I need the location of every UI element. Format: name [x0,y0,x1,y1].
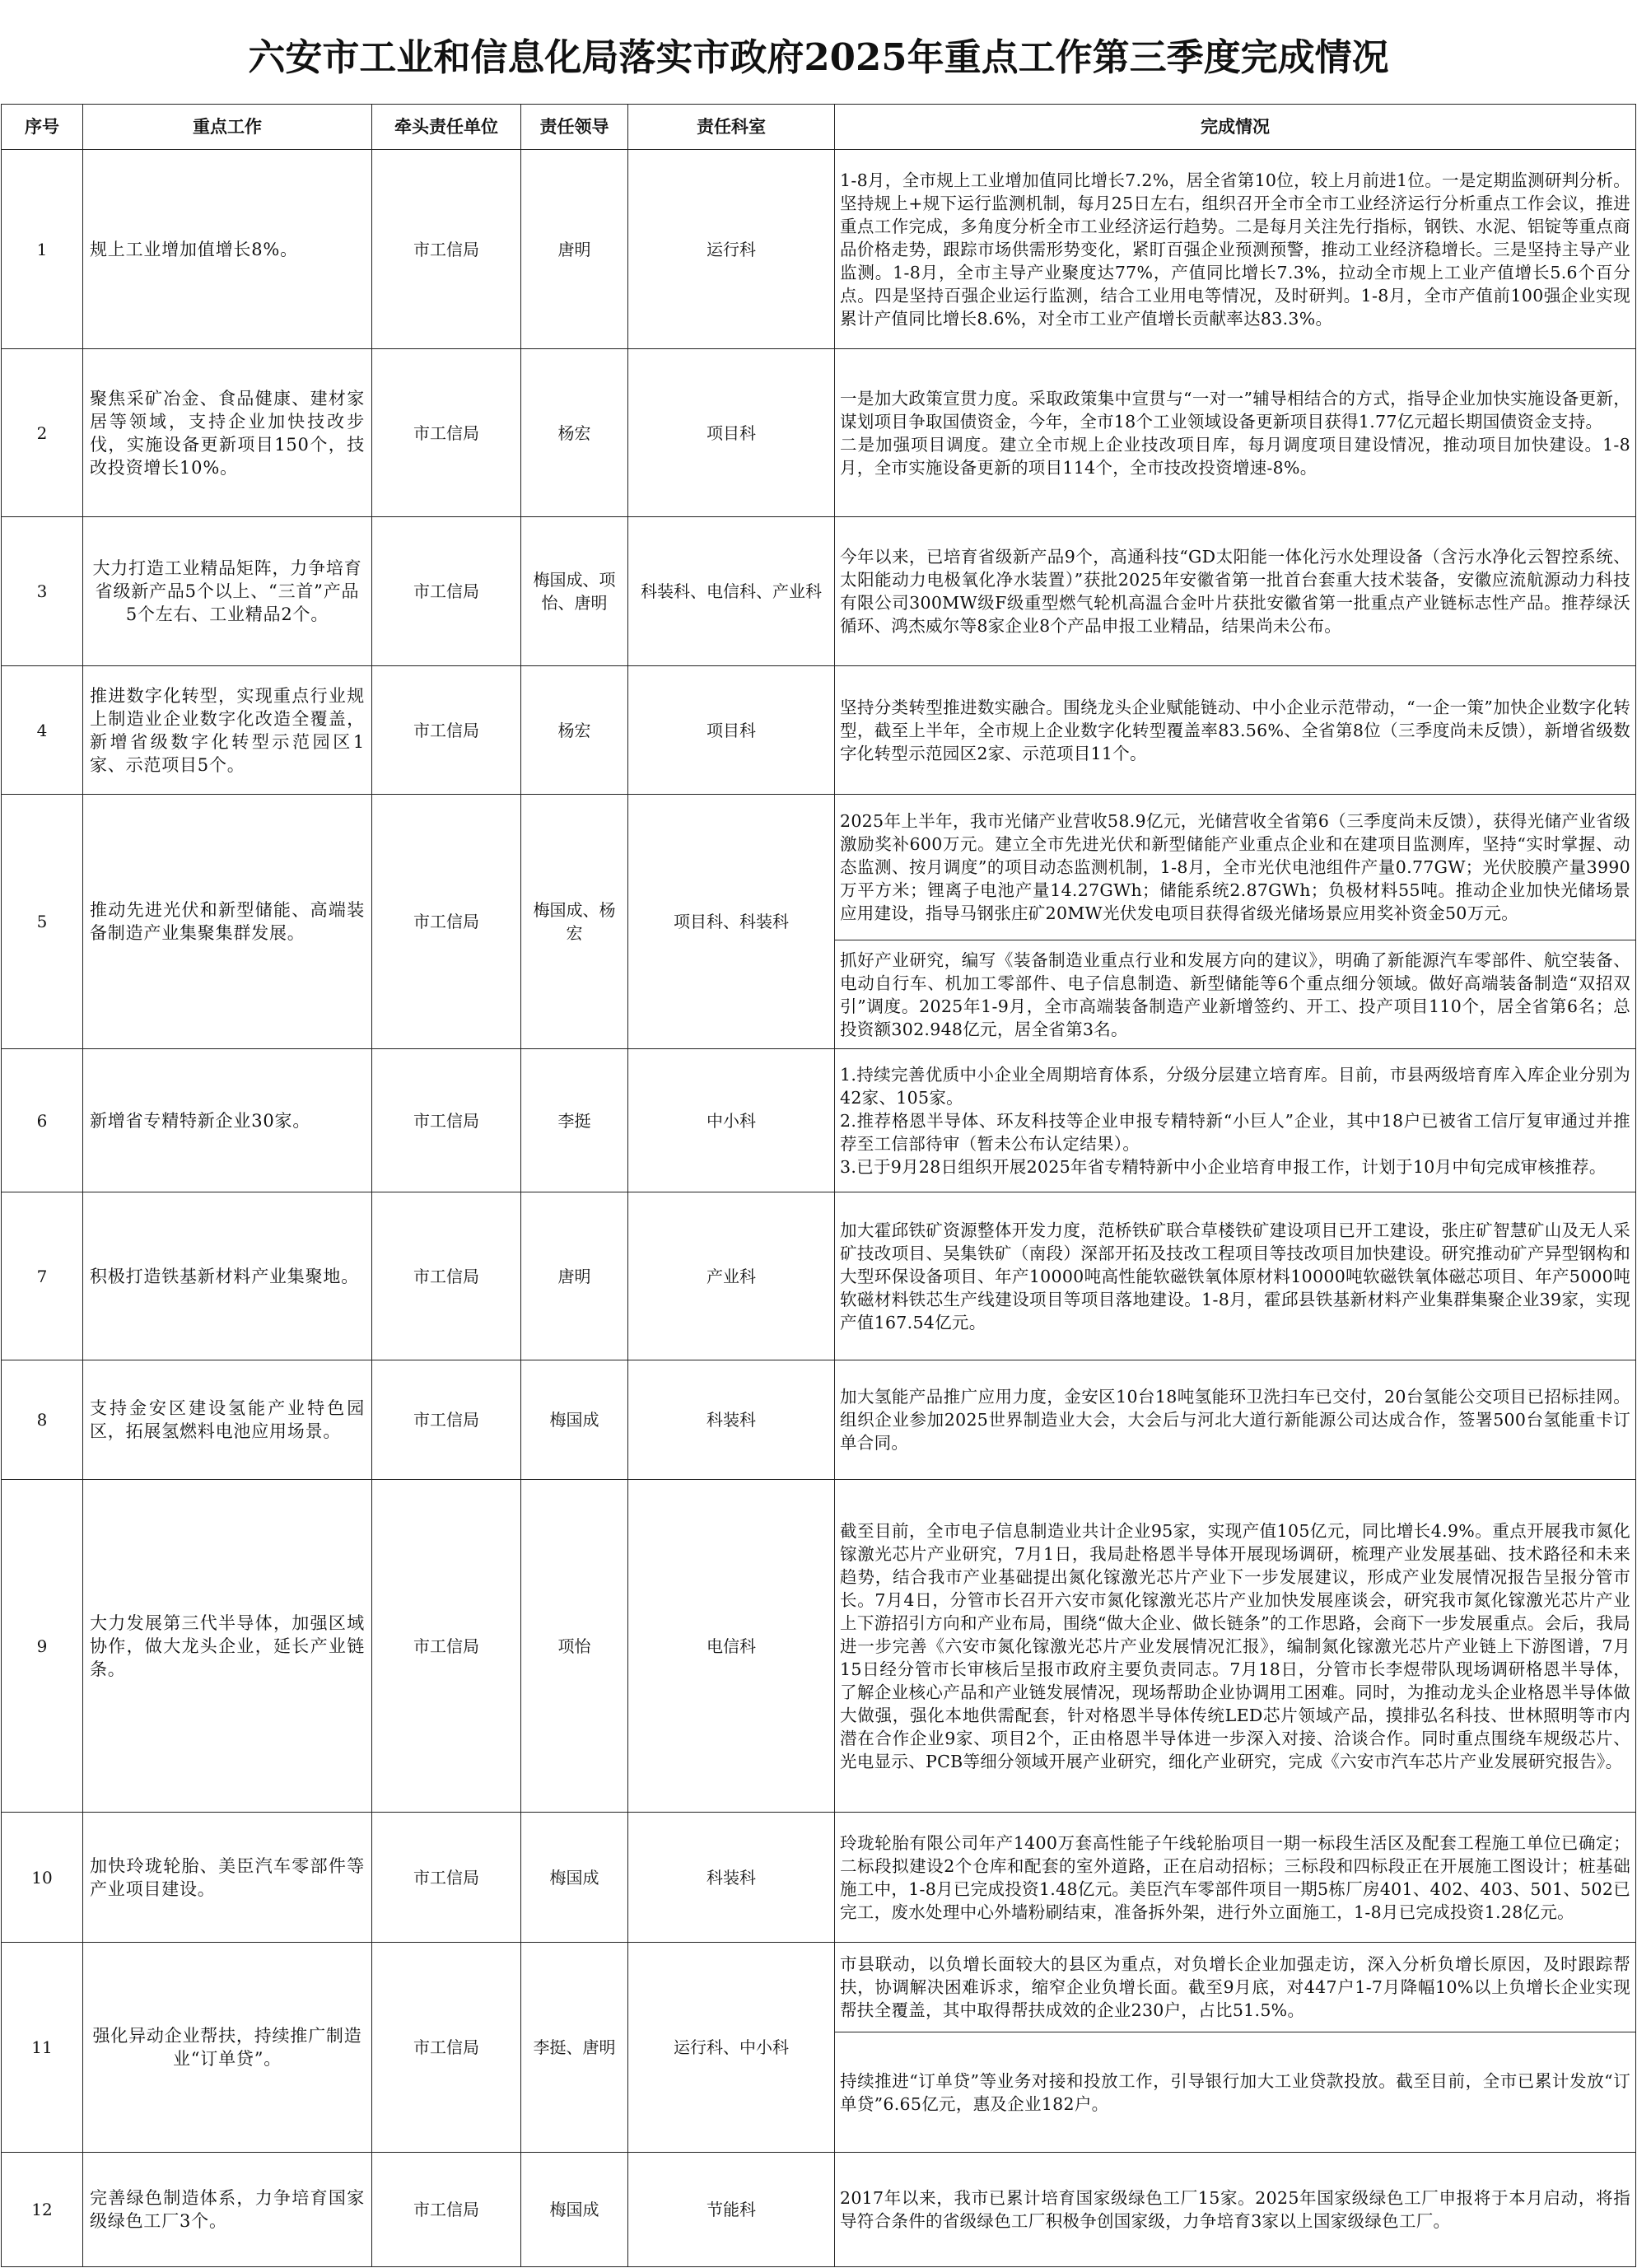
row-5-leader-cell [521,795,628,1049]
row-8-department: 科装科 [707,1410,756,1430]
row-8-status: 加大氢能产品推广应用力度，金安区10台18吨氢能环卫洗扫车已交付，20台氢能公交项目已招标挂网。组织企业参加2025世界制造业大会，大会后与河北大道行新能源公司达成合作，签署500台氢能重卡订单合同。 [840,1387,1630,1453]
row-3-status: 今年以来，已培育省级新产品9个，高通科技“GD太阳能一体化污水处理设备（含污水净化云智控系统、太阳能动力电极氧化净水装置）”获批2025年安徽省第一批首台套重大技术装备，安徽应流航源动力科技有限公司300MW级F级重型燃气轮机高温合金叶片获批安徽省第一批重点产业链标志性产品。推荐绿沃循环、鸿杰威尔等8家企业8个产品申报工业精品，结果尚未公布。 [840,547,1630,636]
row-12-leader-cell [521,2153,628,2267]
row-5-status-a: 2025年上半年，我市光储产业营收58.9亿元，光储营收全省第6（三季度尚未反馈），获得光储产业省级激励奖补600万元。建立全市先进光伏和新型储能产业重点企业和在建项目监测库，坚持“实时掌握、动态监测、按月调度”的项目动态监测机制，1-8月，全市光伏电池组件产量0.77GW；光伏胶膜产量3990万平方米；锂离子电池产量14.27GWh；储能系统2.87GWh；负极材料55吨。推动企业加快光储场景应用建设，指导马钢张庄矿20MW光伏发电项目获得省级光储场景应用奖补资金50万元。 [840,811,1630,923]
row-9-lead-unit-cell [372,1480,521,1813]
row-7-seq: 7 [36,1266,48,1286]
row-4-seq-cell [2,666,83,795]
row-1-status: 1-8月，全市规上工业增加值同比增长7.2%，居全省第10位，较上月前进1位。一是定期监测研判分析。坚持规上+规下运行监测机制，每月25日左右，组织召开全市全市工业经济运行分析重点工作会议，推进重点工作完成，多角度分析全市工业经济运行趋势。二是每月关注先行指标，钢铁、水泥、铝锭等重点商品价格走势，跟踪市场供需形势变化，紧盯百强企业预测预警，推动工业经济稳增长。三是坚持主导产业监测。1-8月，全市主导产业聚度达77%，产值同比增长7.3%，拉动全市规上工业产值增长5.6个百分点。四是坚持百强企业运行监测，结合工业用电等情况，及时研判。1-8月，全市产值前100强企业实现累计产值同比增长8.6%，对全市工业产值增长贡献率达83.3%。 [840,170,1630,329]
row-6-seq: 6 [36,1110,48,1131]
row-10-task-cell [83,1813,372,1943]
header-department-label: 责任科室 [697,116,766,137]
row-6-leader: 李挺 [557,1110,591,1131]
row-8-lead-unit-cell [372,1360,521,1480]
row-3-leader-cell [521,517,628,666]
row-6-leader-cell [521,1049,628,1192]
row-7-seq-cell [2,1192,83,1360]
row-7-department: 产业科 [707,1266,756,1286]
row-5-seq-cell [2,795,83,1049]
row-9-status: 截至目前，全市电子信息制造业共计企业95家，实现产值105亿元，同比增长4.9%。重点开展我市氮化镓激光芯片产业研究，7月1日，我局赴格恩半导体开展现场调研，梳理产业发展基础、技术路径和未来趋势，结合我市产业基础提出氮化镓激光芯片产业下一步发展建议，形成产业发展情况报告呈报分管市长。7月4日，分管市长召开六安市氮化镓激光芯片产业加快发展座谈会，研究我市氮化镓激光芯片产业上下游招引方向和产业布局，围绕“做大企业、做长链条”的工作思路，会商下一步发展重点。会后，我局进一步完善《六安市氮化镓激光芯片产业发展情况汇报》，编制氮化镓激光芯片产业链上下游图谱，7月15日经分管市长审核后呈报市政府主要负责同志。7月18日，分管市长李煜带队现场调研格恩半导体，了解企业核心产品和产业链发展情况，现场帮助企业协调用工困难。同时，为推动龙头企业格恩半导体做大做强，强化本地供需配套，针对格恩半导体传统LED芯片领域产品，摸排弘名科技、世林照明等市内潜在合作企业9家、项目2个，正由格恩半导体进一步深入对接、洽谈合作。同时重点围绕车规级芯片、光电显示、PCB等细分领域开展产业研究，细化产业研究，完成《六安市汽车芯片产业发展研究报告》。 [840,1520,1630,1771]
row-2-leader: 杨宏 [557,422,591,443]
row-12-seq: 12 [31,2200,53,2219]
row-11-status-cell-a [835,1943,1636,2032]
row-2-task: 聚焦采矿冶金、食品健康、建材家居等领域，支持企业加快技改步伐，实施设备更新项目150个，技改投资增长10%。 [90,388,365,478]
row-4-status-cell [835,666,1636,795]
row-1-task: 规上工业增加值增长8%。 [90,239,298,259]
row-10-leader-cell [521,1813,628,1943]
row-8-department-cell [628,1360,835,1480]
row-11-leader: 李挺、唐明 [533,2037,616,2057]
row-12-leader: 梅国成 [549,2200,599,2219]
row-1-department: 运行科 [707,239,756,259]
row-3-task: 大力打造工业精品矩阵，力争培育省级新产品5个以上、“三首”产品5个左右、工业精品2个。 [92,558,362,624]
row-9-department: 电信科 [707,1636,756,1656]
row-6-department-cell [628,1049,835,1192]
row-12-status-cell [835,2153,1636,2267]
page-title: 六安市工业和信息化局落实市政府2025年重点工作第三季度完成情况 [248,35,1389,79]
row-4-lead-unit: 市工信局 [413,720,479,740]
row-11-seq: 11 [31,2037,53,2057]
header-status-cell [835,105,1636,150]
row-3-seq: 3 [36,581,48,601]
row-3-lead-unit: 市工信局 [413,581,479,601]
row-11-seq-cell [2,1943,83,2153]
row-5-status-b: 抓好产业研究，编写《装备制造业重点行业和发展方向的建议》，明确了新能源汽车零部件、航空装备、电动自行车、机加工零部件、电子信息制造、新型储能等6个重点细分领域。做好高端装备制造“双招双引”调度。2025年1-9月，全市高端装备制造产业新增签约、开工、投产项目110个，居全省第6名；总投资额302.948亿元，居全省第3名。 [840,950,1630,1039]
row-7-status: 加大霍邱铁矿资源整体开发力度，范桥铁矿联合草楼铁矿建设项目已开工建设，张庄矿智慧矿山及无人采矿技改项目、吴集铁矿（南段）深部开拓及技改工程项目等技改项目加快建设。研究推动矿产异型钢构和大型环保设备项目、年产10000吨高性能软磁铁氧体原材料10000吨软磁铁氧体磁芯项目、年产5000吨软磁材料铁芯生产线建设项目等项目落地建设。1-8月，霍邱县铁基新材料产业集群集聚企业39家，实现产值167.54亿元。 [840,1220,1630,1332]
row-12-task-cell [83,2153,372,2267]
row-1-seq: 1 [36,239,48,259]
row-2-leader-cell [521,349,628,517]
row-12-seq-cell [2,2153,83,2267]
row-12-department-cell [628,2153,835,2267]
header-department-cell [628,105,835,150]
row-1-leader: 唐明 [557,239,591,259]
row-9-status-cell [835,1480,1636,1813]
row-3-lead-unit-cell [372,517,521,666]
row-3-status-cell [835,517,1636,666]
row-5-task: 推动先进光伏和新型储能、高端装备制造产业集聚集群发展。 [90,900,365,943]
row-6-seq-cell [2,1049,83,1192]
row-5-task-cell [83,795,372,1049]
row-1-status-cell [835,150,1636,349]
header-task-label: 重点工作 [193,116,262,137]
row-12-department: 节能科 [707,2200,756,2219]
row-11-status-cell-b [835,2032,1636,2153]
row-11-status-a: 市县联动，以负增长面较大的县区为重点，对负增长企业加强走访，深入分析负增长原因，及时跟踪帮扶，协调解决困难诉求，缩窄企业负增长面。截至9月底，对447户1-7月降幅10%以上负增长企业实现帮扶全覆盖，其中取得帮扶成效的企业230户，占比51.5%。 [840,1954,1630,2020]
row-6-task-cell [83,1049,372,1192]
row-10-seq: 10 [31,1867,53,1888]
row-5-lead-unit: 市工信局 [413,912,479,931]
row-6-lead-unit-cell [372,1049,521,1192]
row-4-department-cell [628,666,835,795]
row-5-seq: 5 [36,912,48,931]
row-11-department-cell [628,1943,835,2153]
row-10-leader: 梅国成 [549,1867,599,1888]
row-9-task-cell [83,1480,372,1813]
header-leader-label: 责任领导 [539,116,609,137]
row-10-department-cell [628,1813,835,1943]
row-4-status: 坚持分类转型推进数实融合。围绕龙头企业赋能链动、中小企业示范带动，“一企一策”加快企业数字化转型，截至上半年，全市规上企业数字化转型覆盖率83.56%、全省第8位（三季度尚未反馈），新增省级数字化转型示范园区2家、示范项目11个。 [840,697,1630,763]
row-6-lead-unit: 市工信局 [413,1110,479,1131]
row-7-leader-cell [521,1192,628,1360]
header-seq-cell [2,105,83,150]
row-5-department-cell [628,795,835,1049]
row-4-task-cell [83,666,372,795]
header-seq-label: 序号 [25,116,59,137]
row-9-task: 大力发展第三代半导体，加强区域协作，做大龙头企业，延长产业链条。 [90,1612,365,1679]
row-2-department: 项目科 [707,422,756,443]
row-2-task-cell [83,349,372,517]
row-9-lead-unit: 市工信局 [413,1636,479,1656]
row-4-lead-unit-cell [372,666,521,795]
row-4-seq: 4 [36,720,48,740]
row-10-lead-unit: 市工信局 [413,1867,479,1888]
row-3-department: 科装科、电信科、产业科 [641,581,822,601]
row-9-department-cell [628,1480,835,1813]
row-3-seq-cell [2,517,83,666]
row-8-leader: 梅国成 [549,1410,599,1430]
row-11-department: 运行科、中小科 [674,2037,789,2057]
row-12-task: 完善绿色制造体系，力争培育国家级绿色工厂3个。 [90,2188,365,2231]
row-7-status-cell [835,1192,1636,1360]
row-8-seq: 8 [36,1410,48,1430]
row-12-status: 2017年以来，我市已累计培育国家级绿色工厂15家。2025年国家级绿色工厂申报将于本月启动，将指导符合条件的省级绿色工厂积极争创国家级，力争培育3家以上国家级绿色工厂。 [840,2188,1630,2231]
row-2-seq: 2 [36,422,48,443]
header-lead-unit-cell [372,105,521,150]
row-6-status-cell [835,1049,1636,1192]
header-leader-cell [521,105,628,150]
row-12-lead-unit: 市工信局 [413,2200,479,2219]
row-6-department: 中小科 [707,1110,756,1131]
header-status-label: 完成情况 [1201,116,1270,137]
row-2-lead-unit: 市工信局 [413,422,479,443]
progress-table [1,104,1636,2267]
row-11-lead-unit: 市工信局 [413,2037,479,2057]
row-11-task-cell [83,1943,372,2153]
row-8-status-cell [835,1360,1636,1480]
row-8-seq-cell [2,1360,83,1480]
row-1-department-cell [628,150,835,349]
row-7-department-cell [628,1192,835,1360]
row-8-lead-unit: 市工信局 [413,1410,479,1430]
row-10-lead-unit-cell [372,1813,521,1943]
row-12-lead-unit-cell [372,2153,521,2267]
row-7-task-cell [83,1192,372,1360]
row-9-leader: 项怡 [557,1636,591,1656]
row-10-seq-cell [2,1813,83,1943]
row-5-lead-unit-cell [372,795,521,1049]
row-2-lead-unit-cell [372,349,521,517]
row-4-task: 推进数字化转型，实现重点行业规上制造业企业数字化改造全覆盖，新增省级数字化转型示范园区1家、示范项目5个。 [90,685,365,775]
row-2-seq-cell [2,349,83,517]
row-9-seq: 9 [36,1636,48,1656]
header-lead-unit-label: 牵头责任单位 [394,116,498,137]
row-8-task-cell [83,1360,372,1480]
row-4-leader-cell [521,666,628,795]
row-5-status-cell-b [835,940,1636,1049]
row-8-leader-cell [521,1360,628,1480]
row-2-status-cell [835,349,1636,517]
row-7-lead-unit-cell [372,1192,521,1360]
row-4-leader: 杨宏 [557,720,591,740]
row-2-status: 一是加大政策宣贯力度。采取政策集中宣贯与“一对一”辅导相结合的方式，指导企业加快实施设备更新，谋划项目争取国债资金，今年，全市18个工业领域设备更新项目获得1.77亿元超长期国债资金支持。 二是加强项目调度。建立全市规上企业技改项目库，每月调度项目建设情况，推动项目加快建设。1-8月，全市实施设备更新的项目114个，全市技改投资增速-8%。 [840,388,1630,478]
row-6-status: 1.持续完善优质中小企业全周期培育体系，分级分层建立培育库。目前，市县两级培育库入库企业分别为42家、105家。 2.推荐格恩半导体、环友科技等企业申报专精特新“小巨人”企业，其中18户已被省工信厅复审通过并推荐至工信部待审（暂未公布认定结果）。 3.已于9月28日组织开展2025年省专精特新中小企业培育申报工作，计划于10月中旬完成审核推荐。 [840,1064,1630,1177]
row-10-task: 加快玲珑轮胎、美臣汽车零部件等产业项目建设。 [90,1855,365,1899]
row-3-department-cell [628,517,835,666]
row-11-task: 强化异动企业帮扶，持续推广制造业“订单贷”。 [92,2026,362,2069]
row-11-lead-unit-cell [372,1943,521,2153]
row-11-status-b: 持续推进“订单贷”等业务对接和投放工作，引导银行加大工业贷款投放。截至目前，全市已累计发放“订单贷”6.65亿元，惠及企业182户。 [840,2070,1630,2114]
row-8-task: 支持金安区建设氢能产业特色园区，拓展氢燃料电池应用场景。 [90,1398,365,1441]
row-7-lead-unit: 市工信局 [413,1266,479,1286]
row-5-leader: 梅国成、杨宏 [533,900,616,943]
row-2-department-cell [628,349,835,517]
header-task-cell [83,105,372,150]
row-5-department: 项目科、科装科 [674,912,789,931]
row-3-task-cell [83,517,372,666]
row-1-lead-unit: 市工信局 [413,239,479,259]
row-6-task: 新增省专精特新企业30家。 [90,1110,311,1131]
row-4-department: 项目科 [707,720,756,740]
row-7-task: 积极打造铁基新材料产业集聚地。 [90,1266,359,1286]
row-1-seq-cell [2,150,83,349]
row-11-leader-cell [521,1943,628,2153]
row-1-lead-unit-cell [372,150,521,349]
row-9-leader-cell [521,1480,628,1813]
row-5-status-cell-a [835,795,1636,940]
row-10-status: 玲珑轮胎有限公司年产1400万套高性能子午线轮胎项目一期一标段生活区及配套工程施工单位已确定；二标段拟建设2个仓库和配套的室外道路，正在启动招标；三标段和四标段正在开展施工图设计；桩基础施工中，1-8月已完成投资1.48亿元。美臣汽车零部件项目一期5栋厂房401、402、403、501、502已完工，废水处理中心外墙粉刷结束，准备拆外架，进行外立面施工，1-8月已完成投资1.28亿元。 [840,1832,1630,1922]
row-10-status-cell [835,1813,1636,1943]
row-3-leader: 梅国成、项怡、唐明 [533,570,616,613]
row-10-department: 科装科 [707,1867,756,1888]
row-1-task-cell [83,150,372,349]
row-9-seq-cell [2,1480,83,1813]
row-7-leader: 唐明 [557,1266,591,1286]
row-1-leader-cell [521,150,628,349]
